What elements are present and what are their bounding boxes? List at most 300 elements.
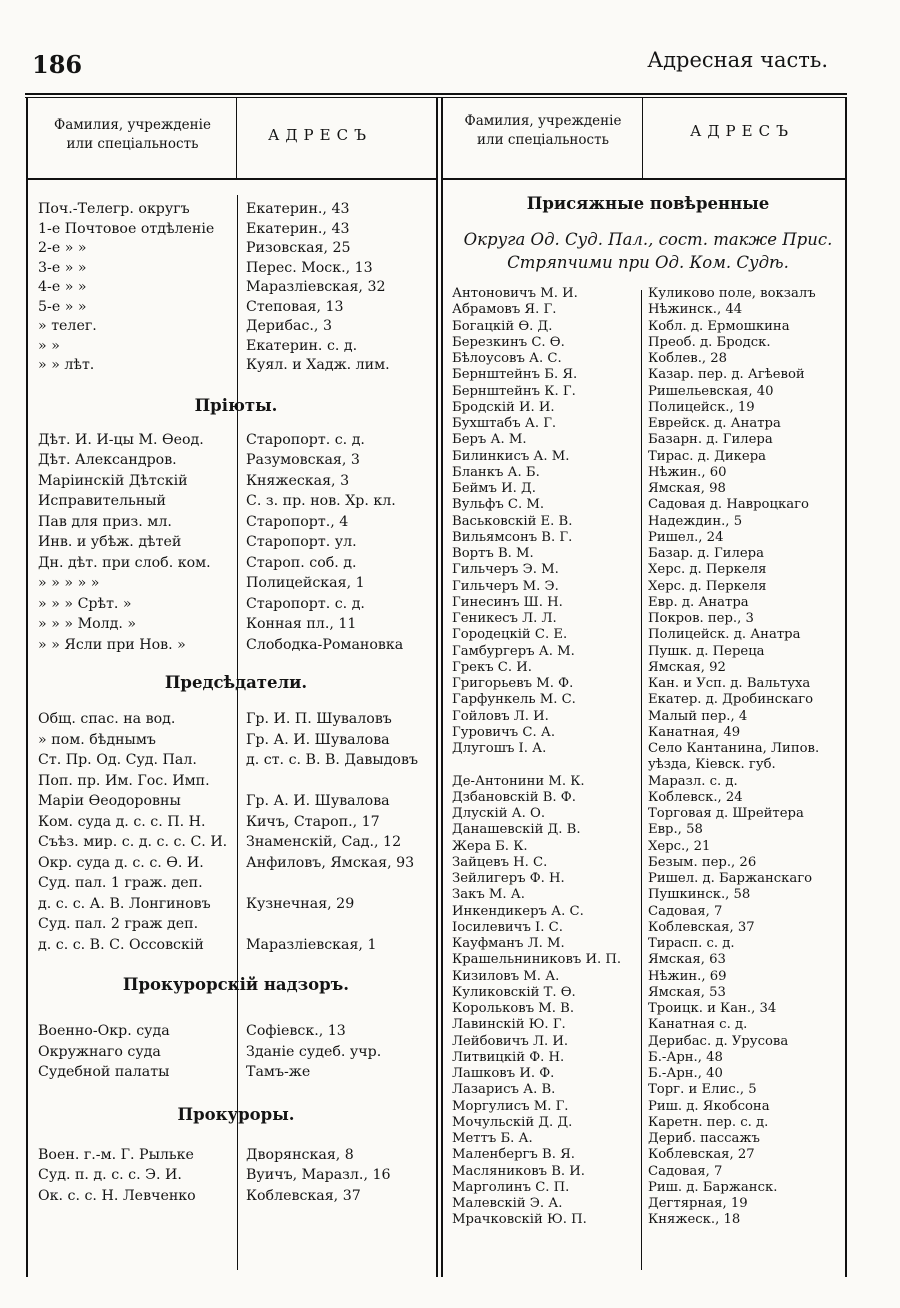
directory-entry bbox=[452, 985, 844, 1001]
directory-entry bbox=[452, 1164, 844, 1180]
entry-name: Беръ А. М. bbox=[452, 432, 527, 448]
header-name-right: Фамилия, учрежденіе или спеціальность bbox=[464, 113, 622, 148]
entry-name: Маріи Ѳеодоровны bbox=[38, 793, 181, 809]
entry-name: Билинкисъ А. М. bbox=[452, 448, 570, 464]
entry-address: Коблевск., 24 bbox=[648, 789, 743, 805]
directory-entry bbox=[38, 709, 434, 730]
header-address-left: АДРЕСЪ bbox=[268, 126, 372, 144]
entry-address: Гр. А. И. Шувалова bbox=[246, 731, 390, 748]
entry-name: Литвицкій Ф. Н. bbox=[452, 1049, 565, 1065]
entry-name: Лейбовичъ Л. И. bbox=[452, 1033, 569, 1049]
entry-name: Беймъ И. Д. bbox=[452, 481, 536, 496]
entry-name: д. с. с. В. С. Оссовскій bbox=[38, 936, 204, 953]
entry-address: Евр., 58 bbox=[648, 822, 703, 838]
entry-name: Зейлигеръ Ф. Н. bbox=[452, 871, 565, 886]
entry-name: Длугошъ І. А. bbox=[452, 741, 547, 756]
section-subtitle-line2: Стряпчими при Од. Ком. Судѣ. bbox=[507, 253, 789, 272]
entry-name: Іосилевичъ І. С. bbox=[452, 919, 563, 935]
entry-name: Бланкъ А. Б. bbox=[452, 464, 540, 480]
entry-name: Антоновичъ М. И. bbox=[452, 286, 578, 301]
directory-entry bbox=[38, 873, 434, 894]
entry-address: Херс., 21 bbox=[648, 838, 711, 854]
entry-name: Окр. суда д. с. с. Ѳ. И. bbox=[38, 854, 204, 871]
directory-entry bbox=[452, 1147, 844, 1163]
entry-address: Ямская, 53 bbox=[648, 984, 726, 1000]
directory-entry bbox=[452, 286, 844, 302]
directory-entry bbox=[38, 532, 434, 553]
entry-name: Крашельниниковъ И. П. bbox=[452, 952, 622, 968]
entry-address: Пушкинск., 58 bbox=[648, 887, 751, 903]
priyuty-group bbox=[38, 430, 434, 656]
section-title-predsedateli: Предсѣдатели. bbox=[164, 673, 308, 692]
directory-entry bbox=[452, 595, 844, 611]
entry-name: » » » Срѣт. » bbox=[38, 595, 132, 612]
entry-address: Тирасп. с. д. bbox=[648, 936, 735, 951]
directory-entry bbox=[452, 416, 844, 432]
directory-entry bbox=[452, 514, 844, 530]
directory-entry bbox=[452, 790, 844, 806]
directory-entry bbox=[452, 465, 844, 481]
top-rule bbox=[25, 93, 847, 95]
entry-address: Старопорт. ул. bbox=[246, 534, 357, 550]
entry-address: Вуичъ, Маразл., 16 bbox=[246, 1167, 391, 1183]
prokurorskiy-nadzor-group bbox=[38, 1021, 434, 1083]
entry-name: Поч.-Телегр. округъ bbox=[38, 201, 190, 217]
entry-name: Данашевскій Д. В. bbox=[452, 822, 581, 838]
entry-address: Безым. пер., 26 bbox=[648, 854, 757, 870]
predsedateli-group bbox=[38, 709, 434, 955]
entry-address: Нѣжин., 60 bbox=[648, 464, 727, 480]
entry-name: Васьковскій Е. В. bbox=[452, 513, 573, 529]
directory-entry bbox=[452, 449, 844, 465]
entry-address: Коблевская, 27 bbox=[648, 1147, 755, 1163]
entry-name: Абрамовъ Я. Г. bbox=[452, 302, 557, 318]
entry-address: Коблевская, 37 bbox=[246, 1187, 361, 1204]
directory-entry bbox=[452, 611, 844, 627]
entry-address: Риш. д. Якобсона bbox=[648, 1098, 770, 1114]
entry-address: Еврейск. д. Анатра bbox=[648, 416, 781, 431]
directory-entry bbox=[38, 259, 434, 279]
entry-address: Гр. А. И. Шувалова bbox=[246, 793, 390, 809]
entry-address: Евр. д. Анатра bbox=[648, 594, 749, 610]
section-title-prokurory: Прокуроры. bbox=[177, 1104, 295, 1124]
directory-entry bbox=[38, 471, 434, 492]
entry-address: Ришел., 24 bbox=[648, 529, 724, 545]
entry-name: Военно-Окр. суда bbox=[38, 1023, 170, 1039]
directory-entry bbox=[38, 200, 434, 220]
entry-address: Ришел. д. Баржанскаго bbox=[648, 871, 813, 886]
directory-entry bbox=[452, 741, 844, 757]
entry-name: Мрачковскій Ю. П. bbox=[452, 1212, 587, 1228]
entry-name: Гойловъ Л. И. bbox=[452, 708, 549, 724]
entry-name: Ст. Пр. Од. Суд. Пал. bbox=[38, 752, 197, 768]
entry-address: Кан. и Усп. д. Вальтуха bbox=[648, 676, 811, 691]
directory-entry bbox=[38, 278, 434, 298]
page-number: 186 bbox=[32, 50, 83, 79]
entry-name: Окружнаго суда bbox=[38, 1043, 161, 1060]
entry-address: Нѣжин., 69 bbox=[648, 968, 727, 984]
directory-entry bbox=[38, 1042, 434, 1063]
entry-address: Пушк. д. Переца bbox=[648, 643, 765, 659]
directory-entry bbox=[452, 871, 844, 887]
entry-name: » » » » » bbox=[38, 575, 100, 591]
entry-address: Коблевская, 37 bbox=[648, 919, 755, 935]
entry-name: 2-е » » bbox=[38, 240, 87, 256]
entry-address: Ямская, 63 bbox=[648, 952, 726, 968]
entry-name: Инкендикеръ А. С. bbox=[452, 903, 584, 919]
entry-name: Зайцевъ Н. С. bbox=[452, 854, 548, 870]
directory-entry bbox=[452, 644, 844, 660]
entry-name: Марголинъ С. П. bbox=[452, 1179, 570, 1195]
entry-address: Канатная, 49 bbox=[648, 724, 741, 740]
entry-address: Екатерин. с. д. bbox=[246, 337, 358, 354]
directory-entry bbox=[452, 839, 844, 855]
section-title-prisyazhnye: Присяжные повѣренные bbox=[526, 194, 770, 213]
entry-address: Софіевск., 13 bbox=[246, 1023, 346, 1039]
entry-name: Бернштейнъ Б. Я. bbox=[452, 367, 578, 383]
entry-name: Гильчеръ М. Э. bbox=[452, 578, 559, 594]
directory-entry bbox=[452, 530, 844, 546]
directory-entry bbox=[452, 1082, 844, 1098]
directory-entry bbox=[452, 709, 844, 725]
entry-name: 3-е » » bbox=[38, 259, 87, 276]
entry-address: Слободка-Романовка bbox=[246, 636, 404, 653]
entry-address: Староп. соб. д. bbox=[246, 554, 357, 571]
directory-entry bbox=[452, 692, 844, 708]
prokurory-group bbox=[38, 1145, 434, 1207]
directory-entry bbox=[38, 832, 434, 853]
entry-name: » пом. бѣднымъ bbox=[38, 731, 156, 748]
entry-name: Вульфъ С. М. bbox=[452, 497, 545, 513]
entry-address: Малый пер., 4 bbox=[648, 708, 748, 724]
directory-entry bbox=[38, 317, 434, 337]
entry-name: » » лѣт. bbox=[38, 357, 95, 373]
entry-address: Базар. д. Гилера bbox=[648, 546, 764, 561]
entry-name: » телег. bbox=[38, 318, 97, 334]
section-title-priyuty: Пріюты. bbox=[194, 395, 278, 415]
entry-name: Исправительный bbox=[38, 493, 166, 509]
directory-entry bbox=[452, 1050, 844, 1066]
entry-address: Коблев., 28 bbox=[648, 351, 728, 366]
entry-name: Де-Антонини М. К. bbox=[452, 773, 585, 789]
entry-name: Воен. г.-м. Г. Рыльке bbox=[38, 1146, 194, 1163]
entry-name: Дн. дѣт. при слоб. ком. bbox=[38, 554, 211, 571]
entry-address: Разумовская, 3 bbox=[246, 452, 360, 468]
entry-address: Зданіе судеб. учр. bbox=[246, 1043, 382, 1060]
directory-entry bbox=[452, 920, 844, 936]
entry-name: Бернштейнъ К. Г. bbox=[452, 383, 576, 399]
entry-address: Княжеская, 3 bbox=[246, 472, 350, 489]
entry-name: Ком. суда д. с. с. П. Н. bbox=[38, 813, 206, 830]
directory-entry bbox=[452, 676, 844, 692]
directory-entry bbox=[452, 1212, 844, 1228]
section-title-prokurorskiy-nadzor: Прокурорскій надзоръ. bbox=[122, 975, 350, 994]
entry-name: Березкинъ С. Ѳ. bbox=[452, 334, 565, 350]
directory-entry bbox=[38, 750, 434, 771]
directory-entry bbox=[38, 935, 434, 956]
directory-entry bbox=[452, 936, 844, 952]
entry-name: Ок. с. с. Н. Левченко bbox=[38, 1187, 196, 1204]
entry-address: Садовая, 7 bbox=[648, 1163, 723, 1179]
entry-name: Масляниковъ В. И. bbox=[452, 1163, 585, 1179]
entry-name: Поп. пр. Им. Гос. Имп. bbox=[38, 772, 210, 789]
directory-entry bbox=[38, 491, 434, 512]
entry-address: Дериб. пассажъ bbox=[648, 1131, 760, 1146]
directory-entry bbox=[452, 1066, 844, 1082]
entry-address: Садовая, 7 bbox=[648, 903, 723, 919]
directory-entry bbox=[38, 614, 434, 635]
entry-name: » » bbox=[38, 337, 60, 354]
entry-address: Старопорт., 4 bbox=[246, 513, 349, 530]
directory-entry bbox=[452, 1180, 844, 1196]
directory-entry bbox=[38, 1165, 434, 1186]
directory-entry bbox=[452, 660, 844, 676]
directory-entry bbox=[452, 627, 844, 643]
directory-entry bbox=[452, 367, 844, 383]
entry-address: Ризовская, 25 bbox=[246, 240, 351, 256]
directory-entry bbox=[452, 302, 844, 318]
directory-entry bbox=[452, 725, 844, 741]
entry-name: Жера Б. К. bbox=[452, 838, 528, 854]
directory-entry bbox=[38, 1021, 434, 1042]
entry-address: д. ст. с. В. В. Давыдовъ bbox=[246, 752, 418, 768]
entry-name: Гарфункель М. С. bbox=[452, 692, 576, 708]
left-border bbox=[26, 97, 28, 1277]
entry-address: Маразліевская, 1 bbox=[246, 936, 377, 953]
entry-address: Дерибас. д. Урусова bbox=[648, 1033, 789, 1049]
right-border bbox=[845, 97, 847, 1277]
entry-address: Куликово поле, вокзалъ bbox=[648, 286, 816, 301]
entry-name: Длускій А. О. bbox=[452, 806, 546, 821]
middle-rule-b bbox=[441, 97, 443, 1277]
entry-name: Суд. пал. 2 граж деп. bbox=[38, 916, 199, 932]
entry-name: Геникесъ Л. Л. bbox=[452, 611, 557, 626]
directory-entry bbox=[452, 481, 844, 497]
entry-address: Полицейск., 19 bbox=[648, 399, 755, 415]
entry-address: Старопорт. с. д. bbox=[246, 431, 365, 448]
directory-entry bbox=[38, 239, 434, 259]
entry-address: Риш. д. Баржанск. bbox=[648, 1179, 778, 1195]
entry-address: Херс. д. Перкеля bbox=[648, 562, 767, 578]
directory-entry bbox=[452, 1017, 844, 1033]
entry-name: Маленбергъ В. Я. bbox=[452, 1147, 575, 1163]
entry-address: Гр. И. П. Шуваловъ bbox=[246, 711, 392, 727]
entry-address: Дегтярная, 19 bbox=[648, 1196, 748, 1211]
directory-entry bbox=[452, 822, 844, 838]
entry-name: 1-е Почтовое отдѣленіе bbox=[38, 220, 215, 237]
entry-address: Кобл. д. Ермошкина bbox=[648, 318, 790, 334]
entry-address: Ямская, 92 bbox=[648, 659, 726, 675]
directory-entry bbox=[452, 969, 844, 985]
entry-address: Б.-Арн., 48 bbox=[648, 1049, 723, 1065]
entry-address: Анфиловъ, Ямская, 93 bbox=[246, 854, 415, 871]
entry-address: Преоб. д. Бродск. bbox=[648, 334, 771, 350]
directory-entry bbox=[38, 298, 434, 318]
entry-address: Базарн. д. Гилера bbox=[648, 432, 773, 448]
header-name-left: Фамилия, учрежденіе или спеціальность bbox=[54, 117, 211, 152]
directory-entry bbox=[452, 855, 844, 871]
entry-name: 4-е » » bbox=[38, 279, 87, 295]
entry-address: Екатерин., 43 bbox=[246, 220, 350, 237]
entry-name: Маріинскій Дѣтскій bbox=[38, 472, 188, 489]
directory-entry bbox=[38, 1186, 434, 1207]
entry-address: Маразл. с. д. bbox=[648, 773, 738, 789]
entry-address: Торг. и Елис., 5 bbox=[648, 1082, 757, 1098]
entry-name: Моргулисъ М. Г. bbox=[452, 1098, 569, 1114]
entry-name: Григорьевъ М. Ф. bbox=[452, 676, 574, 691]
entry-address: С. з. пр. нов. Хр. кл. bbox=[246, 493, 396, 509]
directory-entry bbox=[452, 1115, 844, 1131]
entry-name: Инв. и убѣж. дѣтей bbox=[38, 534, 182, 550]
directory-entry bbox=[452, 351, 844, 367]
entry-name: Кизиловъ М. А. bbox=[452, 968, 560, 984]
entry-address: Кичъ, Староп., 17 bbox=[246, 813, 380, 830]
directory-entry bbox=[38, 1145, 434, 1166]
directory-entry bbox=[38, 853, 434, 874]
directory-entry bbox=[38, 553, 434, 574]
entry-address: Ришельевская, 40 bbox=[648, 383, 774, 399]
directory-entry bbox=[38, 1062, 434, 1083]
directory-entry bbox=[452, 952, 844, 968]
directory-entry bbox=[452, 579, 844, 595]
entry-name: Малевскій Э. А. bbox=[452, 1196, 563, 1211]
entry-name: Суд. пал. 1 граж. деп. bbox=[38, 875, 203, 891]
entry-address: Садовая д. Навроцкаго bbox=[648, 497, 809, 513]
header-rule-left bbox=[27, 178, 437, 180]
header-rule-right bbox=[442, 178, 845, 180]
entry-address: Куял. и Хадж. лим. bbox=[246, 357, 390, 373]
entry-address: Торговая д. Шрейтера bbox=[648, 806, 804, 821]
prisyazhnye-group bbox=[452, 286, 844, 1229]
header-divider-left bbox=[236, 98, 237, 178]
entry-name: Закъ М. А. bbox=[452, 887, 525, 903]
entry-name: Кауфманъ Л. М. bbox=[452, 936, 565, 951]
entry-address: Полицейская, 1 bbox=[246, 575, 365, 591]
running-head: Адресная часть. bbox=[647, 48, 828, 72]
entry-name: Мочульскій Д. Д. bbox=[452, 1114, 573, 1130]
entry-name: Гуровичъ С. А. bbox=[452, 724, 556, 740]
entry-name: Гамбургеръ А. М. bbox=[452, 643, 575, 659]
directory-entry bbox=[452, 904, 844, 920]
entry-address: Нѣжинск., 44 bbox=[648, 302, 743, 318]
directory-entry bbox=[452, 335, 844, 351]
directory-entry bbox=[452, 887, 844, 903]
directory-entry bbox=[38, 594, 434, 615]
directory-entry bbox=[452, 319, 844, 335]
entry-name: Меттъ Б. А. bbox=[452, 1131, 533, 1146]
entry-name: Дзбановскій В. Ф. bbox=[452, 789, 576, 805]
entry-address: Знаменскій, Сад., 12 bbox=[246, 834, 402, 850]
entry-address: Екатер. д. Дробинскаго bbox=[648, 692, 814, 708]
entry-address: Дворянская, 8 bbox=[246, 1146, 354, 1163]
directory-entry bbox=[38, 430, 434, 451]
entry-address: Каретн. пер. с. д. bbox=[648, 1114, 769, 1130]
left-column bbox=[38, 200, 434, 1206]
entry-name: Съѣз. мир. с. д. с. с. С. И. bbox=[38, 834, 228, 850]
entry-name: Корольковъ М. В. bbox=[452, 1001, 575, 1016]
entry-name: Лазарисъ А. В. bbox=[452, 1082, 556, 1098]
entry-name: » » » Молд. » bbox=[38, 616, 137, 632]
entry-address: Старопорт. с. д. bbox=[246, 595, 365, 612]
directory-entry bbox=[452, 1001, 844, 1017]
entry-address: Дерибас., 3 bbox=[246, 318, 332, 334]
entry-name: Лашковъ И. Ф. bbox=[452, 1066, 555, 1081]
entry-address: Херс. д. Перкеля bbox=[648, 578, 767, 594]
directory-entry bbox=[38, 914, 434, 935]
entry-address: Перес. Моск., 13 bbox=[246, 259, 373, 276]
directory-entry bbox=[38, 356, 434, 376]
directory-entry bbox=[38, 573, 434, 594]
directory-entry bbox=[452, 546, 844, 562]
entry-address: Екатерин., 43 bbox=[246, 201, 350, 217]
entry-name: Грекъ С. И. bbox=[452, 659, 532, 675]
entry-address: Б.-Арн., 40 bbox=[648, 1066, 723, 1081]
directory-entry bbox=[38, 791, 434, 812]
directory-entry bbox=[452, 774, 844, 790]
directory-entry bbox=[452, 1034, 844, 1050]
entry-address: Ямская, 98 bbox=[648, 481, 726, 496]
directory-entry bbox=[452, 497, 844, 513]
entry-address: Покров. пер., 3 bbox=[648, 611, 754, 626]
entry-name: 5-е » » bbox=[38, 298, 87, 315]
entry-name: Дѣт. Александров. bbox=[38, 452, 177, 468]
directory-entry bbox=[452, 1099, 844, 1115]
entry-name: Судебной палаты bbox=[38, 1064, 170, 1080]
directory-entry bbox=[38, 450, 434, 471]
entry-name: Вильямсонъ В. Г. bbox=[452, 529, 573, 545]
entry-address: Кузнечная, 29 bbox=[246, 895, 355, 912]
directory-entry bbox=[38, 512, 434, 533]
directory-entry bbox=[38, 894, 434, 915]
entry-name: Бухштабъ А. Г. bbox=[452, 416, 557, 431]
directory-entry bbox=[38, 730, 434, 751]
entry-name: Лавинскій Ю. Г. bbox=[452, 1017, 566, 1033]
entry-address: Казар. пер. д. Агѣевой bbox=[648, 367, 805, 383]
right-column bbox=[452, 194, 844, 1229]
entry-name: Гинесинъ Ш. Н. bbox=[452, 594, 563, 610]
directory-entry bbox=[452, 1196, 844, 1212]
postal-group bbox=[38, 200, 434, 376]
entry-name: д. с. с. А. В. Лонгиновъ bbox=[38, 895, 211, 912]
entry-name: Городецкій С. Е. bbox=[452, 627, 568, 643]
entry-address: уѣзда, Кіевск. губ. bbox=[648, 757, 776, 773]
directory-entry bbox=[452, 562, 844, 578]
directory-entry bbox=[452, 384, 844, 400]
entry-address: Маразліевская, 32 bbox=[246, 279, 386, 295]
directory-entry bbox=[452, 400, 844, 416]
section-subtitle-line1: Округа Од. Суд. Пал., сост. также Прис. bbox=[463, 230, 833, 249]
directory-entry bbox=[452, 757, 844, 773]
entry-name: Гильчеръ Э. М. bbox=[452, 562, 559, 578]
entry-name: Богацкій Ѳ. Д. bbox=[452, 318, 553, 334]
entry-address: Полицейск. д. Анатра bbox=[648, 627, 801, 643]
entry-name: Пав для приз. мл. bbox=[38, 513, 172, 530]
entry-name: Куликовскій Т. Ѳ. bbox=[452, 984, 576, 1000]
entry-name: Дѣт. И. И-цы М. Ѳеод. bbox=[38, 431, 204, 448]
entry-name: Бѣлоусовъ А. С. bbox=[452, 351, 562, 366]
directory-entry bbox=[38, 635, 434, 656]
directory-entry bbox=[38, 771, 434, 792]
entry-address: Степовая, 13 bbox=[246, 298, 344, 315]
middle-rule-a bbox=[436, 97, 438, 1277]
entry-address: Тамъ-же bbox=[246, 1064, 311, 1080]
entry-name: Общ. спас. на вод. bbox=[38, 711, 176, 727]
entry-address: Конная пл., 11 bbox=[246, 616, 357, 632]
entry-address: Княжеск., 18 bbox=[648, 1212, 741, 1228]
entry-address: Канатная с. д. bbox=[648, 1017, 748, 1033]
entry-address: Троицк. и Кан., 34 bbox=[648, 1001, 777, 1016]
entry-name: Суд. п. д. с. с. Э. И. bbox=[38, 1167, 182, 1183]
